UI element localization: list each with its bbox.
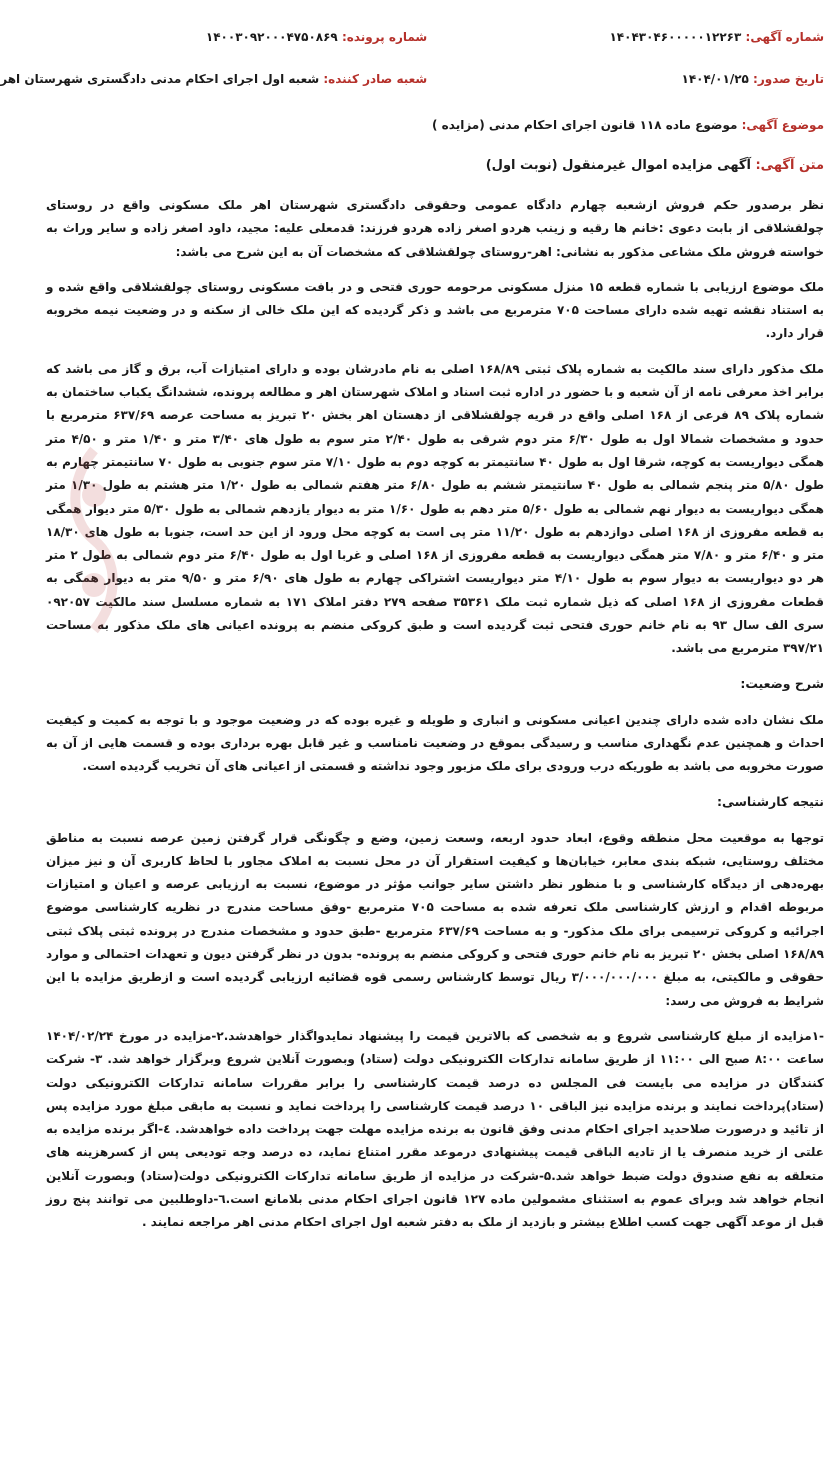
file-number-value: ۱۴۰۰۳۰۹۲۰۰۰۴۷۵۰۸۶۹ [205,30,338,44]
issuer-label: شعبه صادر کننده: [323,72,428,86]
issue-date-label: تاریخ صدور: [753,72,824,86]
appraisal-paragraph: توجها به موقعیت محل منطقه وقوع، ابعاد حدود اربعه، وسعت زمین، وضع و چگونگی قرار گرفتن زمین عرصه نسبت به مناطق مختلف روستایی، شبکه بندی معابر، خیابان‌ها و کیفیت استقرار آن در محل نسبت به املاک مجاور با لحاظ کاربری آن و نیز میزان بهره‌دهی از دیدگاه کارشناسی و با منظور نظر داشتن سایر جوانب مؤثر در موضوع، نسبت به ارزیابی عرصه و اعیان و امتیازات مربوطه اقدام و ارزش کارشناسی ملک تعرفه شده به مساحت ۷۰۵ مترمربع -وفق مساحت مندرج در نظریه کارشناسی موضوع اجرائیه و کروکی ترسیمی برای ملک مذکور- و به مساحت ۶۳۷/۶۹ مترمربع -طبق حدود و مشخصات مندرج در پرونده ثبتی پلاک ثبتی ۱۶۸/۸۹ اصلی بخش ۲۰ تبریز به نام خانم حوری فتحی و کروکی منضم به پرونده- بدون در نظر گرفتن دیون و تعهدات احتمالی و موارد حقوقی و مالکیتی، به مبلغ ۳/۰۰۰/۰۰۰/۰۰۰ ریال توسط کارشناس رسمی قوه قضائیه ارزیابی گردیده است و ازطریق مزایده با این شرایط به فروش می رسد: [46,830,825,1008]
ad-number-value: ۱۴۰۴۳۰۴۶۰۰۰۰۰۱۲۲۶۳ [609,30,742,44]
condition-heading: شرح وضعیت: [740,675,824,691]
ad-title-row [46,158,824,194]
condition-paragraph: ملک نشان داده شده دارای چندین اعیانی مسکونی و انباری و طویله و غیره بوده که در وضعیت موجود و با توجه به کمیت و کیفیت احداث و همچنین عدم نگهداری مناسب و رسیدگی بموقع در وضعیت نامناسب و غیر قابل بهره برداری بوده و قسمت هایی از آن به صورت مخروبه می باشد به طوریکه درب ورودی برای ملک مزبور وجود نداشته و قسمتی از اعیانی های آن تخریب گردیده است. [46,712,824,774]
intro-paragraph: نظر برصدور حکم فروش ازشعبه چهارم دادگاه عمومی وحقوقی دادگستری شهرستان اهر ملک مسکونی واقع در روستای چولقشلاقی از بابت دعوی :خانم ها رقیه و زینب هردو اصغر زاده هردو فرزند: قدمعلی علیه: مجید، داود اصغر زاده و سایر وراث به خواسته فروش ملک مشاعی مذکور به نشانی: اهر-روستای چولقشلاقی که مشخصات آن به این شرح می باشد: [46,198,824,259]
subject-value: موضوع ماده ۱۱۸ قانون اجرای احکام مدنی (مزایده ) [432,118,738,132]
subject-label: موضوع آگهی: [741,118,824,132]
subject-row [46,118,824,154]
header-right-column [443,30,824,114]
watermark-logo [54,440,134,640]
deed-paragraph: ملک مذکور دارای سند مالکیت به شماره پلاک ثبتی ۱۶۸/۸۹ اصلی به نام مادرشان بوده و دارای امتیازات آب، برق و گاز می باشد که برابر اخذ معرفی نامه از آن شعبه و با حضور در اداره ثبت اسناد و املاک شهرستان اهر و مطالعه پرونده، ششدانگ یکباب ساختمان به شماره پلاک ۸۹ فرعی از ۱۶۸ اصلی واقع در قریه چولقشلاقی از دهستان اهر بخش ۲۰ تبریز به مساحت عرصه ۶۳۷/۶۹ مترمربع با حدود و مشخصات شمالا اول به طول ۶/۳۰ متر دوم شرقی به طول ۲/۴۰ متر سوم به طول های ۳/۴۰ متر و ۱/۴۰ متر و ۴/۵۰ متر همگی دیواریست به کوچه، شرقا اول به طول ۴۰ سانتیمتر به کوچه دوم به طول ۷/۱۰ متر سوم جنوبی به طول ۷۰ سانتیمتر چهارم به طول ۵/۸۰ متر پنجم شمالی به طول ۴۰ سانتیمتر ششم به طول ۶/۸۰ متر هفتم شمالی به طول ۱/۲۰ متر هشتم به طول ۱/۳۰ متر همگی دیواریست به دیوار نهم شمالی به طول ۵/۶۰ متر دهم به طول ۱/۶۰ متر به دیوار یازدهم شمالی به طول ۵/۳۰ متر دیوار همگی به قطعه مفروزی از ۱۶۸ اصلی دوازدهم به طول ۱۱/۲۰ متر پی است به کوچه محل ورود از این حد است، جنوبا به طول های ۱۸/۳۰ متر و ۶/۴۰ متر و ۷/۸۰ متر همگی دیواریست به قطعه مفروزی از ۱۶۸ اصلی و غربا اول به طول ۶/۴۰ متر دوم شمالی به طول ۲ متر هر دو دیواریست به دیوار سوم به طول ۴/۱۰ متر دیواریست اشتراکی چهارم به طول های ۶/۹۰ متر و ۹/۵۰ متر به دیوار همگی به قطعات مفروزی از ۱۶۸ اصلی که ذیل شماره ثبت ملک ۳۵۳۶۱ صفحه ۲۷۹ دفتر املاک ۱۷۱ به شماره مسلسل سند مالکیت ۰۹۲۰۵۷ سری الف سال ۹۳ به نام خانم حوری فتحی ثبت گردیده است و طبق کروکی منضم به پرونده اعیانی های ملک مذکور به مساحت ۳۹۷/۲۱ مترمربع می باشد. [46,361,825,656]
issue-date-row [443,72,824,114]
issue-date-value: ۱۴۰۴/۰۱/۲۵ [681,72,749,86]
file-number-row [46,30,427,72]
ad-text-label: متن آگهی: [755,158,824,173]
ad-number-label: شماره آگهی: [745,30,824,44]
issuer-row [0,72,428,114]
issuer-value: شعبه اول اجرای احکام مدنی دادگستری شهرستان اهر [0,72,320,86]
header-left-column [0,30,428,114]
ad-number-row [443,30,824,72]
auction-terms-paragraph: -۱مزایده از مبلغ کارشناسی شروع و به شخصی که بالاترین قیمت را پیشنهاد نمایدواگذار خواهدشد.۲-مزایده در مورخ ۱۴۰۴/۰۲/۲۴ ساعت ۸:۰۰ صبح الی ۱۱:۰۰ از طریق سامانه تدارکات الکترونیکی دولت (ستاد) وبصورت آنلاین شروع وبرگزار خواهد شد. ۳- شرکت کنندگان در مزایده می بایست فی المجلس ده درصد قیمت کارشناسی را برابر مقررات سامانه تدارکات الکترونیکی دولت (ستاد)پرداخت نمایند و برنده مزایده نیز الباقی ۱۰ درصد قیمت کارشناسی را پرداخت نماید و نسبت به مابقی مبلغ مورد مزایده پس از تائید و درصورت صلاحدید اجرای احکام مدنی وفق قانون به برنده مزایده مهلت جهت پرداخت داده خواهدشد. ٤-اگر برنده مزایده به علتی از خرید منصرف یا از تادیه الباقی قیمت پیشنهادی درموعد مقرر امتناع نماید، ده درصد وجه تودیعی پس از کسرهزینه های متعلقه به نفع صندوق دولت ضبط خواهد شد.۵-شرکت در مزایده از طریق سامانه تدارکات الکترونیکی دولت(ستاد) وبصورت آنلاین انجام خواهد شد وبرای عموم به استثنای مشمولین ماده ۱۲۷ قانون اجرای احکام مدنی بلامانع است.٦-داوطلبین می توانند پنج روز قبل از موعد آگهی جهت کسب اطلاع بیشتر و بازدید از ملک به دفتر شعبه اول اجرای احکام مدنی اهر مراجعه نمایند . [46,1028,825,1230]
appraisal-heading: نتیجه کارشناسی: [716,793,824,809]
file-number-label: شماره پرونده: [341,30,428,44]
ad-title: آگهی مزایده اموال غیرمنقول (نوبت اول) [485,158,751,173]
property-paragraph: ملک موضوع ارزیابی با شماره قطعه ۱۵ منزل مسکونی مرحومه حوری فتحی و در بافت مسکونی روستای چولقشلاقی واقع شده و به استناد نقشه تهیه شده دارای مساحت ۷۰۵ مترمربع می باشد و ذکر گردیده که این ملک خالی از سکنه و در وضعیت نیمه مخروبه قرار دارد. [46,279,824,341]
notice-header [0,30,824,114]
